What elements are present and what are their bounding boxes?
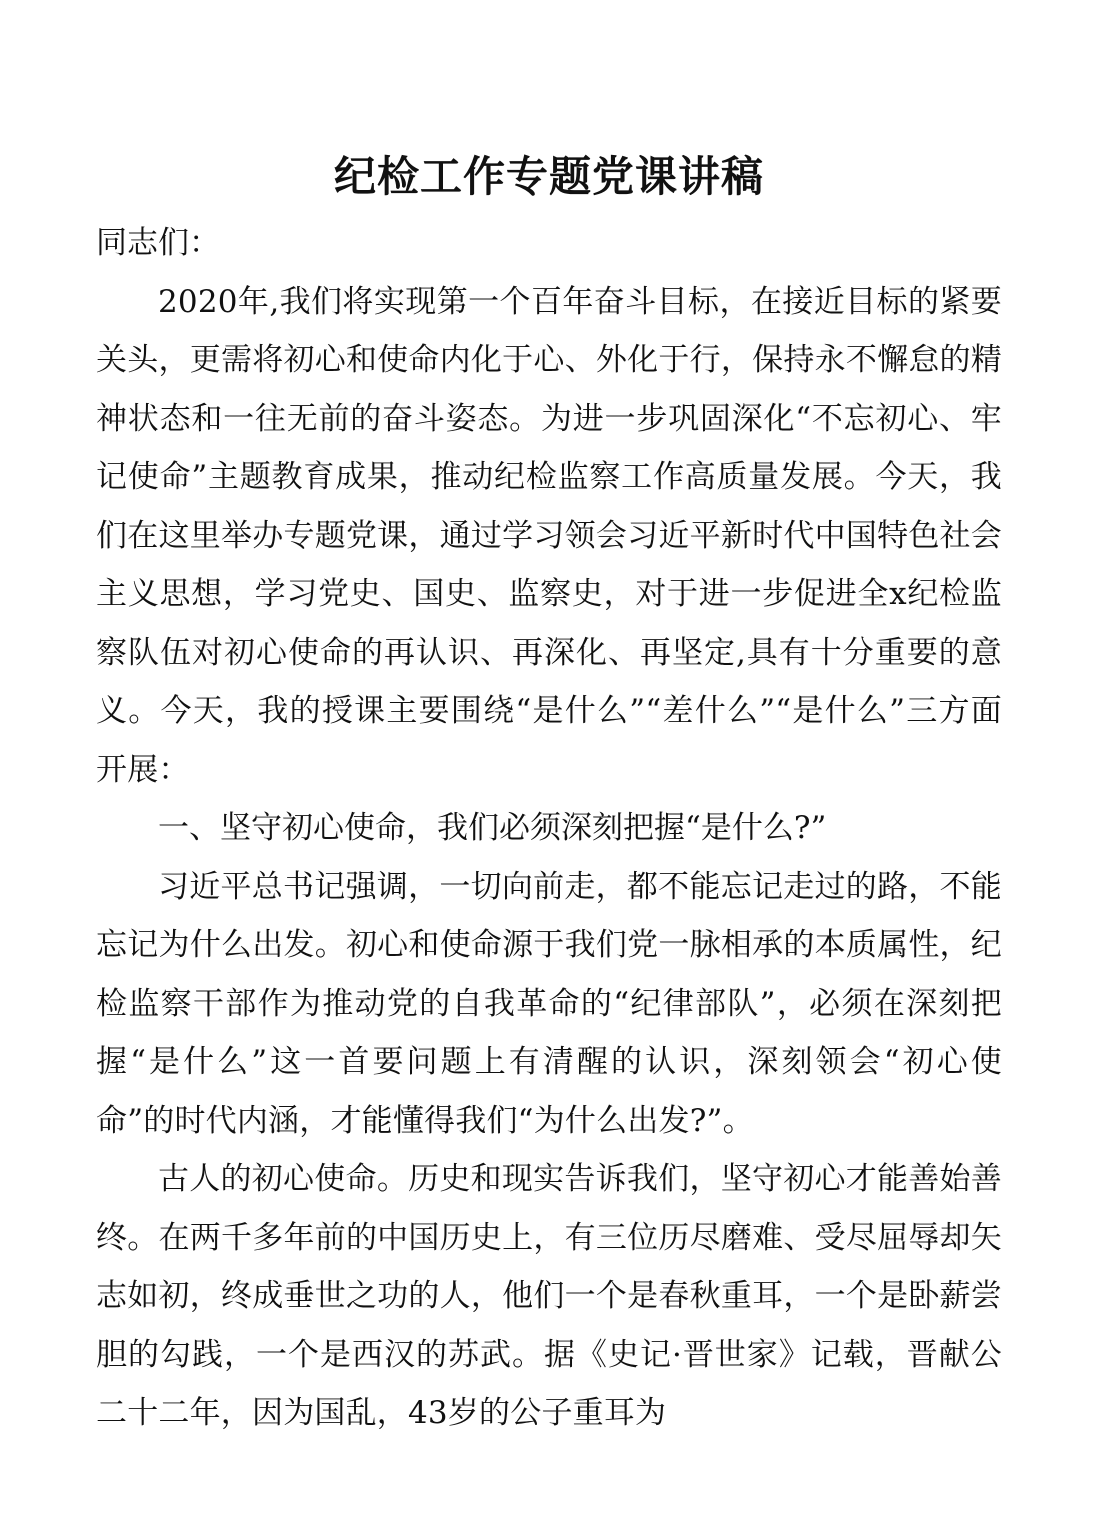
document-page: [96, 140, 1002, 1443]
paragraph-ancient-mission: 古人的初心使命。历史和现实告诉我们，坚守初心才能善始善终。在两千多年前的中国历史上，有三位历尽磨难、受尽屈辱却矢志如初，终成垂世之功的人，他们一个是春秋重耳，一个是卧薪尝胆的勾践，一个是西汉的苏武。据《史记·晋世家》记载，晋献公二十二年，因为国乱，43岁的公子重耳为: [96, 1161, 1002, 1431]
paragraph-section-1: 习近平总书记强调，一切向前走，都不能忘记走过的路，不能忘记为什么出发。初心和使命源于我们党一脉相承的本质属性，纪检监察干部作为推动党的自我革命的“纪律部队”，必须在深刻把握“是什么”这一首要问题上有清醒的认识，深刻领会“初心使命”的时代内涵，才能懂得我们“为什么出发?”。: [96, 868, 1002, 1139]
salutation: 同志们：: [96, 225, 220, 261]
paragraph-intro: 2020年,我们将实现第一个百年奋斗目标，在接近目标的紧要关头，更需将初心和使命内化于心、外化于行，保持永不懈怠的精神状态和一往无前的奋斗姿态。为进一步巩固深化“不忘初心、牢记使命”主题教育成果，推动纪检监察工作高质量发展。今天，我们在这里举办专题党课，通过学习领会习近平新时代中国特色社会主义思想，学习党史、国史、监察史，对于进一步促进全x纪检监察队伍对初心使命的再认识、再深化、再坚定,具有十分重要的意义。今天，我的授课主要围绕“是什么”“差什么”“是什么”三方面开展：: [96, 283, 1002, 788]
section-heading-1: 一、坚守初心使命，我们必须深刻把握“是什么?”: [158, 810, 827, 846]
document-title: 纪检工作专题党课讲稿: [333, 152, 764, 201]
